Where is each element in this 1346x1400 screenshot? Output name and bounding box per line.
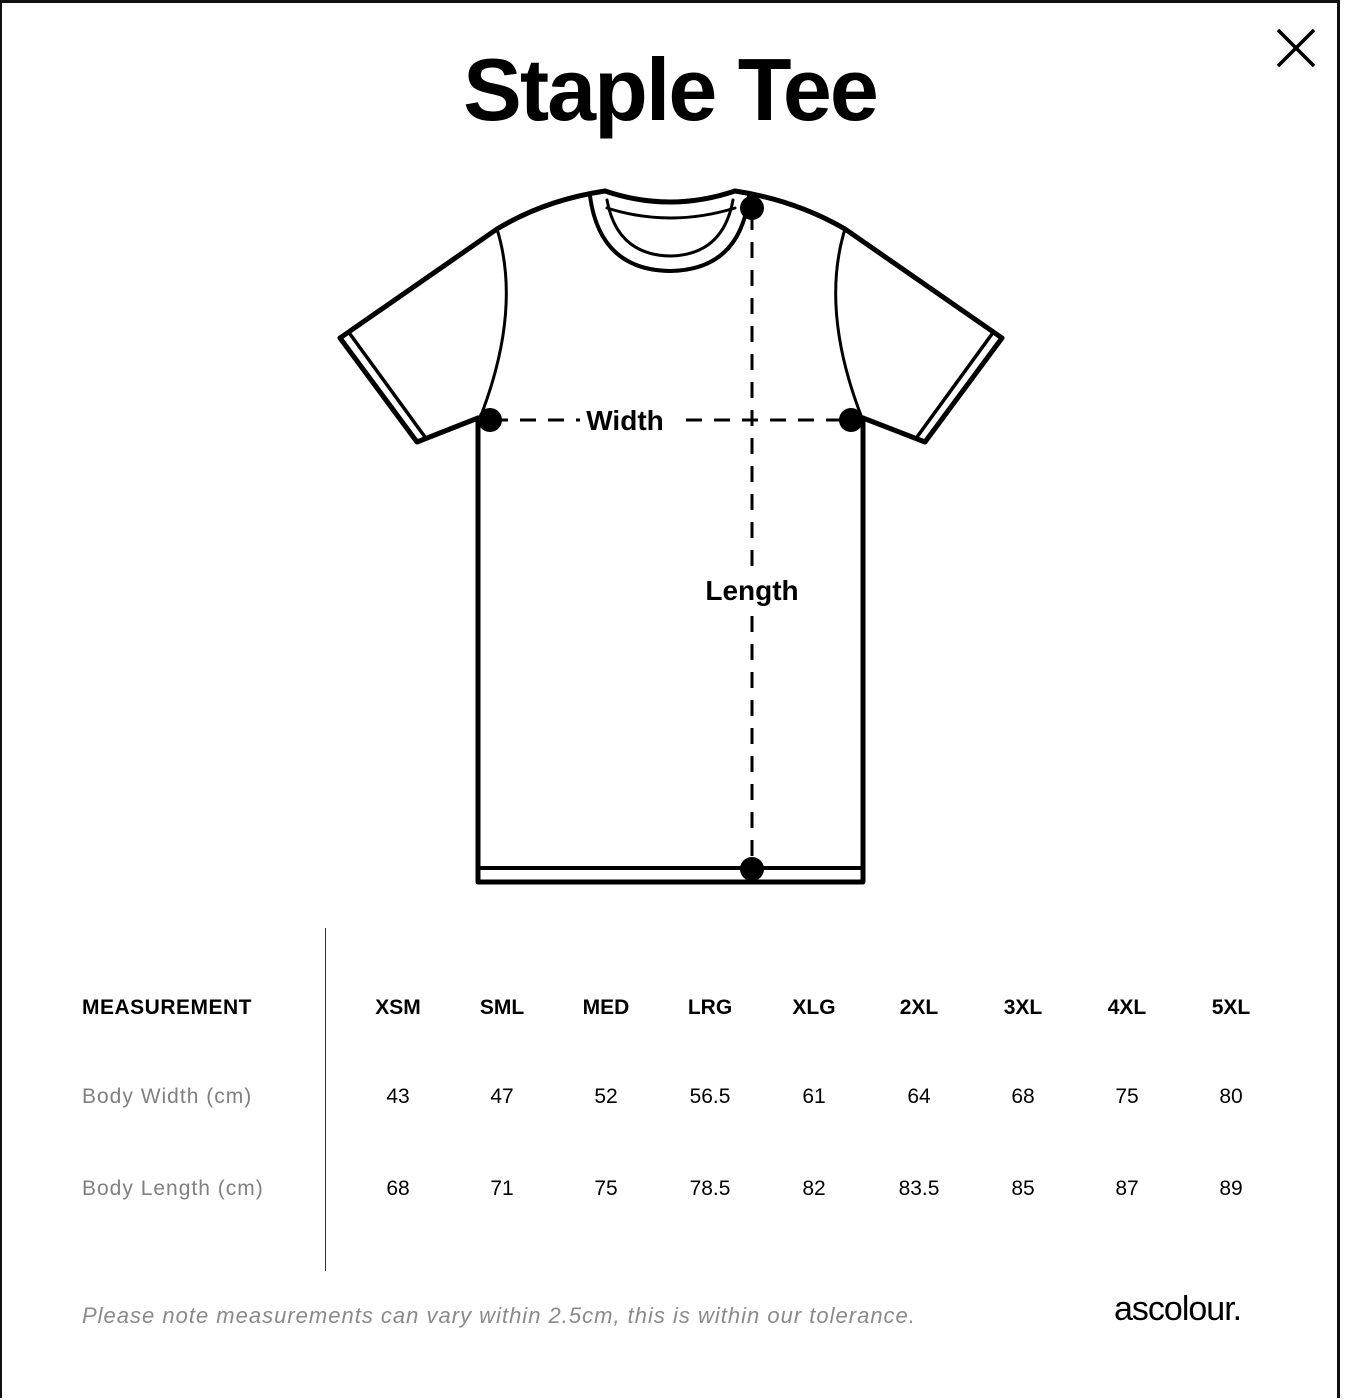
table-cell: 89 <box>1219 1177 1243 1200</box>
tolerance-note: Please note measurements can vary within 2.5cm, this is within our tolerance. <box>82 1303 916 1328</box>
page-title: Staple Tee <box>463 40 877 139</box>
width-left-point <box>478 408 502 432</box>
table-cell: 61 <box>802 1085 826 1108</box>
table-cell: 87 <box>1115 1177 1139 1200</box>
table-cell: 82 <box>802 1177 826 1200</box>
size-header: 4XL <box>1107 996 1147 1019</box>
tshirt-outline <box>340 191 1002 882</box>
row-label-body-length: Body Length (cm) <box>82 1177 264 1200</box>
length-bottom-point <box>740 857 764 881</box>
width-label: Width <box>586 405 664 436</box>
table-divider <box>325 928 326 1271</box>
brand-logo: ascolour. <box>1114 1290 1242 1328</box>
size-header: MED <box>582 996 630 1019</box>
size-header: XSM <box>375 996 421 1019</box>
measurement-header: MEASUREMENT <box>82 996 253 1019</box>
width-right-point <box>839 408 863 432</box>
table-cell: 43 <box>386 1085 410 1108</box>
table-cell: 78.5 <box>689 1177 731 1200</box>
table-cell: 68 <box>386 1177 410 1200</box>
length-label: Length <box>705 575 799 606</box>
table-cell: 80 <box>1219 1085 1243 1108</box>
table-cell: 56.5 <box>689 1085 731 1108</box>
table-cell: 75 <box>1115 1085 1139 1108</box>
size-header: 3XL <box>1003 996 1043 1019</box>
length-top-point <box>740 196 764 220</box>
size-header: SML <box>479 996 525 1019</box>
table-cell: 52 <box>594 1085 618 1108</box>
table-cell: 64 <box>907 1085 931 1108</box>
size-header: 5XL <box>1211 996 1251 1019</box>
table-cell: 71 <box>490 1177 514 1200</box>
size-header: XLG <box>792 996 836 1019</box>
table-cell: 75 <box>594 1177 618 1200</box>
size-header: 2XL <box>899 996 939 1019</box>
table-cell: 68 <box>1011 1085 1035 1108</box>
table-cell: 85 <box>1011 1177 1035 1200</box>
table-cell: 47 <box>490 1085 514 1108</box>
size-header: LRG <box>687 996 733 1019</box>
table-cell: 83.5 <box>898 1177 940 1200</box>
row-label-body-width: Body Width (cm) <box>82 1085 253 1108</box>
